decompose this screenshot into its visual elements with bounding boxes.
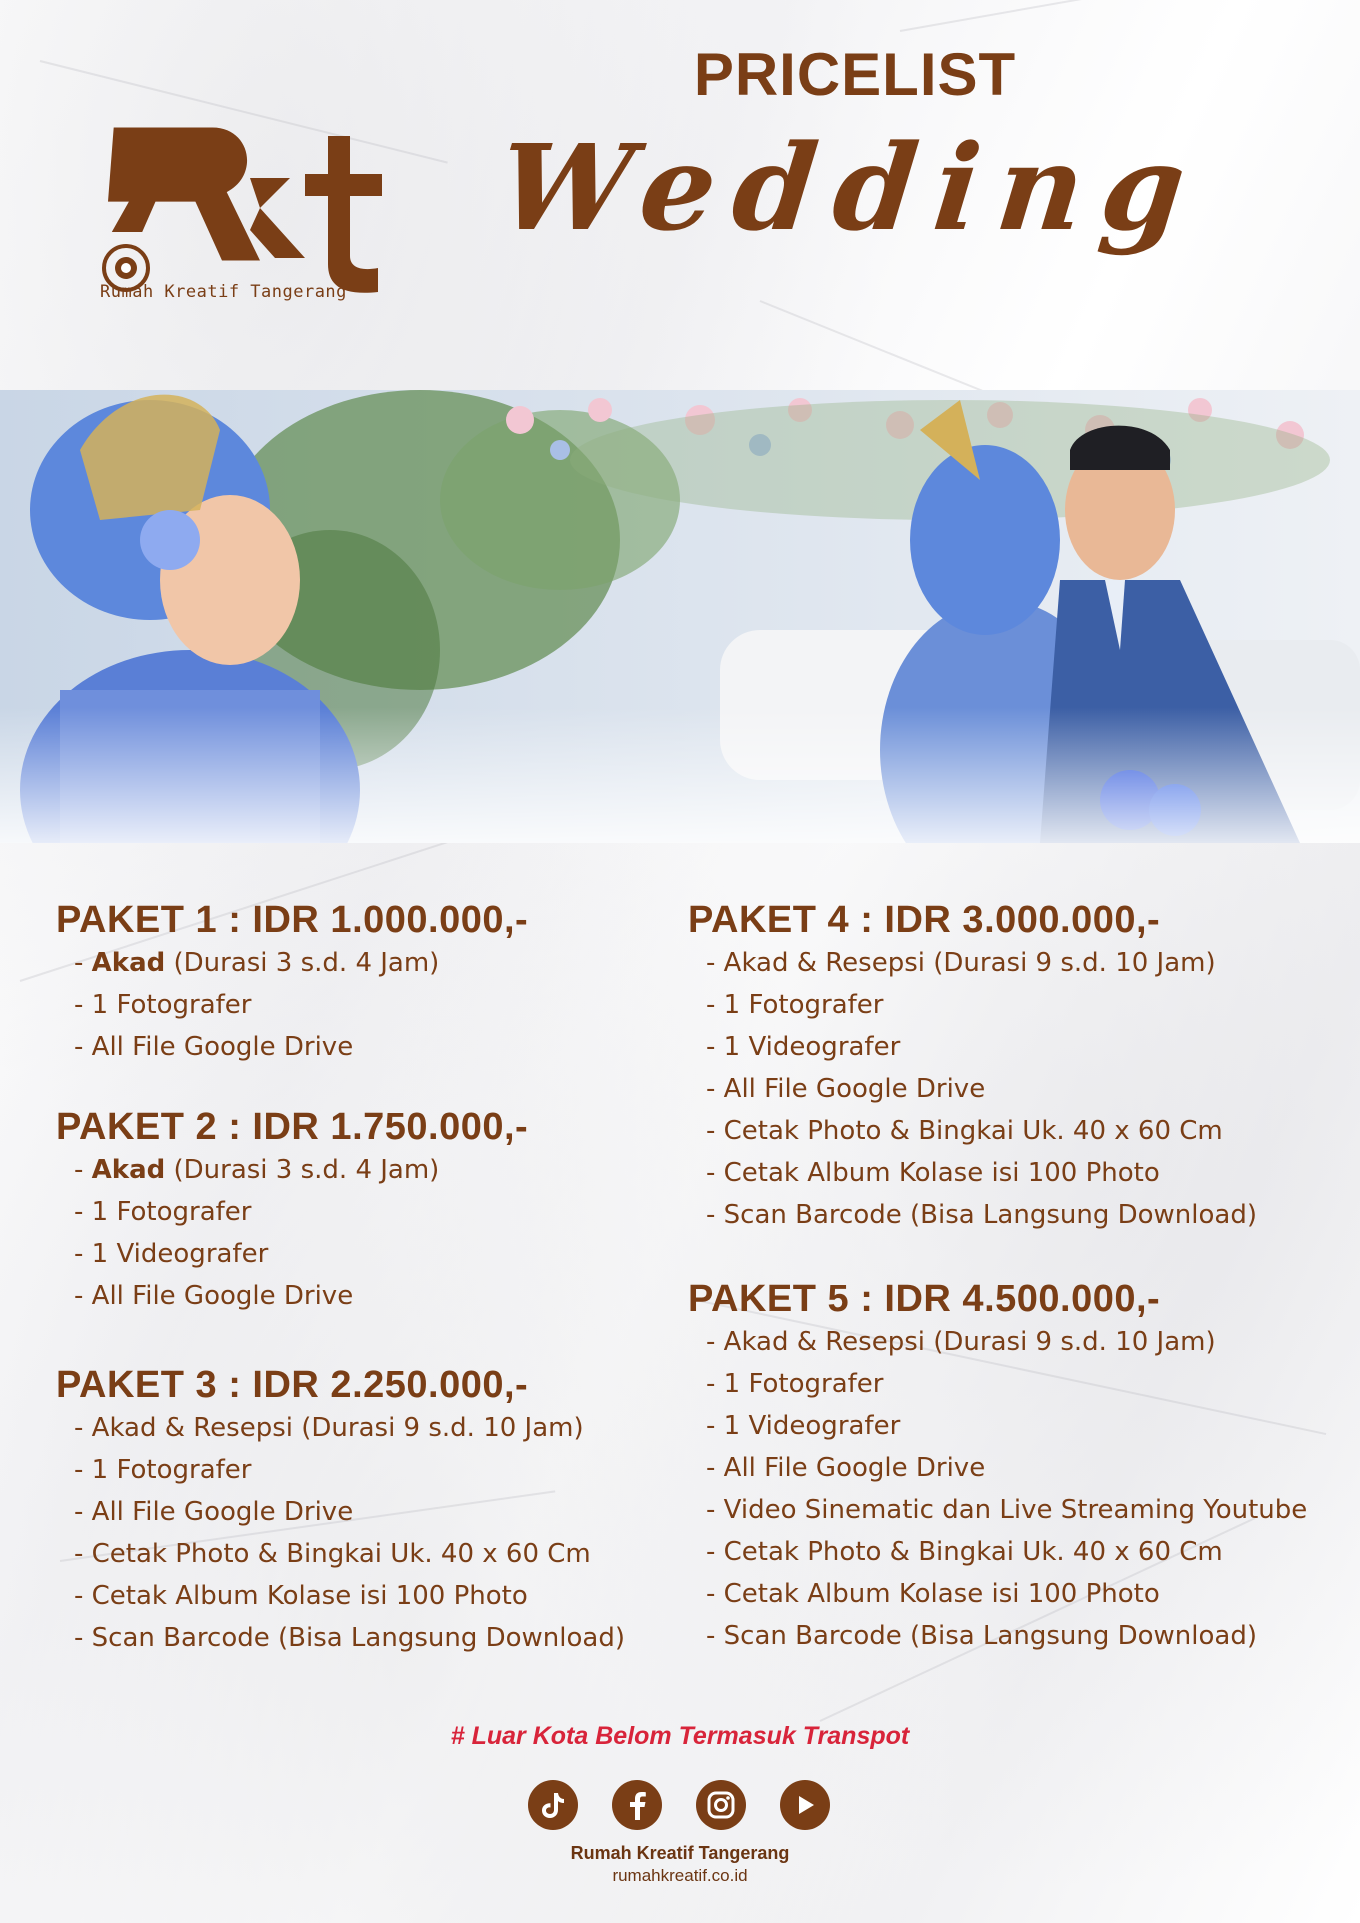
package-5 [688, 1277, 1307, 1657]
package-item: - Scan Barcode (Bisa Langsung Download) [706, 1200, 1257, 1230]
package-item: - 1 Fotografer [706, 990, 884, 1020]
package-item: - Cetak Photo & Bingkai Uk. 40 x 60 Cm [74, 1539, 591, 1569]
package-item: - All File Google Drive [74, 1281, 354, 1311]
footer-website-link[interactable]: rumahkreatif.co.id [612, 1866, 748, 1885]
package-3-title: PAKET 3 : IDR 2.250.000,- [56, 1364, 529, 1406]
package-item: - 1 Fotografer [74, 1455, 252, 1485]
pricelist-title: PRICELIST [693, 41, 1017, 108]
package-item: - 1 Videografer [706, 1411, 901, 1441]
package-item: - 1 Fotografer [706, 1369, 884, 1399]
package-item: - Cetak Album Kolase isi 100 Photo [706, 1579, 1160, 1609]
package-item: - Scan Barcode (Bisa Langsung Download) [74, 1623, 625, 1653]
package-1-title: PAKET 1 : IDR 1.000.000,- [56, 899, 529, 941]
facebook-icon[interactable] [612, 1780, 662, 1830]
package-item: - Cetak Album Kolase isi 100 Photo [706, 1158, 1160, 1188]
youtube-icon[interactable] [780, 1780, 830, 1830]
package-item: - Cetak Photo & Bingkai Uk. 40 x 60 Cm [706, 1537, 1223, 1567]
package-item: - All File Google Drive [706, 1453, 986, 1483]
wedding-title: Wedding [492, 118, 1210, 257]
transport-note: # Luar Kota Belom Termasuk Transpot [450, 1722, 910, 1750]
package-3 [56, 1363, 625, 1659]
package-1 [56, 898, 528, 1068]
logo-tagline: Rumah Kreatif Tangerang [100, 282, 347, 302]
package-2-title: PAKET 2 : IDR 1.750.000,- [56, 1106, 529, 1148]
package-4-title: PAKET 4 : IDR 3.000.000,- [688, 899, 1161, 941]
social-links [528, 1780, 830, 1830]
package-item: - All File Google Drive [706, 1074, 986, 1104]
package-item: - 1 Fotografer [74, 990, 252, 1020]
package-item: - All File Google Drive [74, 1497, 354, 1527]
package-item: - 1 Fotografer [74, 1197, 252, 1227]
package-item: - 1 Videografer [706, 1032, 901, 1062]
package-item: - Akad & Resepsi (Durasi 9 s.d. 10 Jam) [706, 948, 1216, 978]
package-item: - Akad (Durasi 3 s.d. 4 Jam) [74, 948, 440, 978]
package-item: - Cetak Photo & Bingkai Uk. 40 x 60 Cm [706, 1116, 1223, 1146]
package-item: - Cetak Album Kolase isi 100 Photo [74, 1581, 528, 1611]
package-4 [688, 898, 1257, 1236]
package-5-title: PAKET 5 : IDR 4.500.000,- [688, 1278, 1161, 1320]
package-item: - Video Sinematic dan Live Streaming Youtube [706, 1495, 1308, 1525]
package-item: - All File Google Drive [74, 1032, 354, 1062]
package-item: - Akad & Resepsi (Durasi 9 s.d. 10 Jam) [706, 1327, 1216, 1357]
brand-logo [100, 108, 390, 308]
footer-brand-name: Rumah Kreatif Tangerang [570, 1843, 790, 1863]
package-2 [56, 1105, 528, 1317]
package-item: - Akad (Durasi 3 s.d. 4 Jam) [74, 1155, 440, 1185]
package-item: - Scan Barcode (Bisa Langsung Download) [706, 1621, 1257, 1651]
instagram-icon[interactable] [696, 1780, 746, 1830]
package-item: - Akad & Resepsi (Durasi 9 s.d. 10 Jam) [74, 1413, 584, 1443]
tiktok-icon[interactable] [528, 1780, 578, 1830]
wedding-photo [0, 390, 1360, 843]
package-item: - 1 Videografer [74, 1239, 269, 1269]
